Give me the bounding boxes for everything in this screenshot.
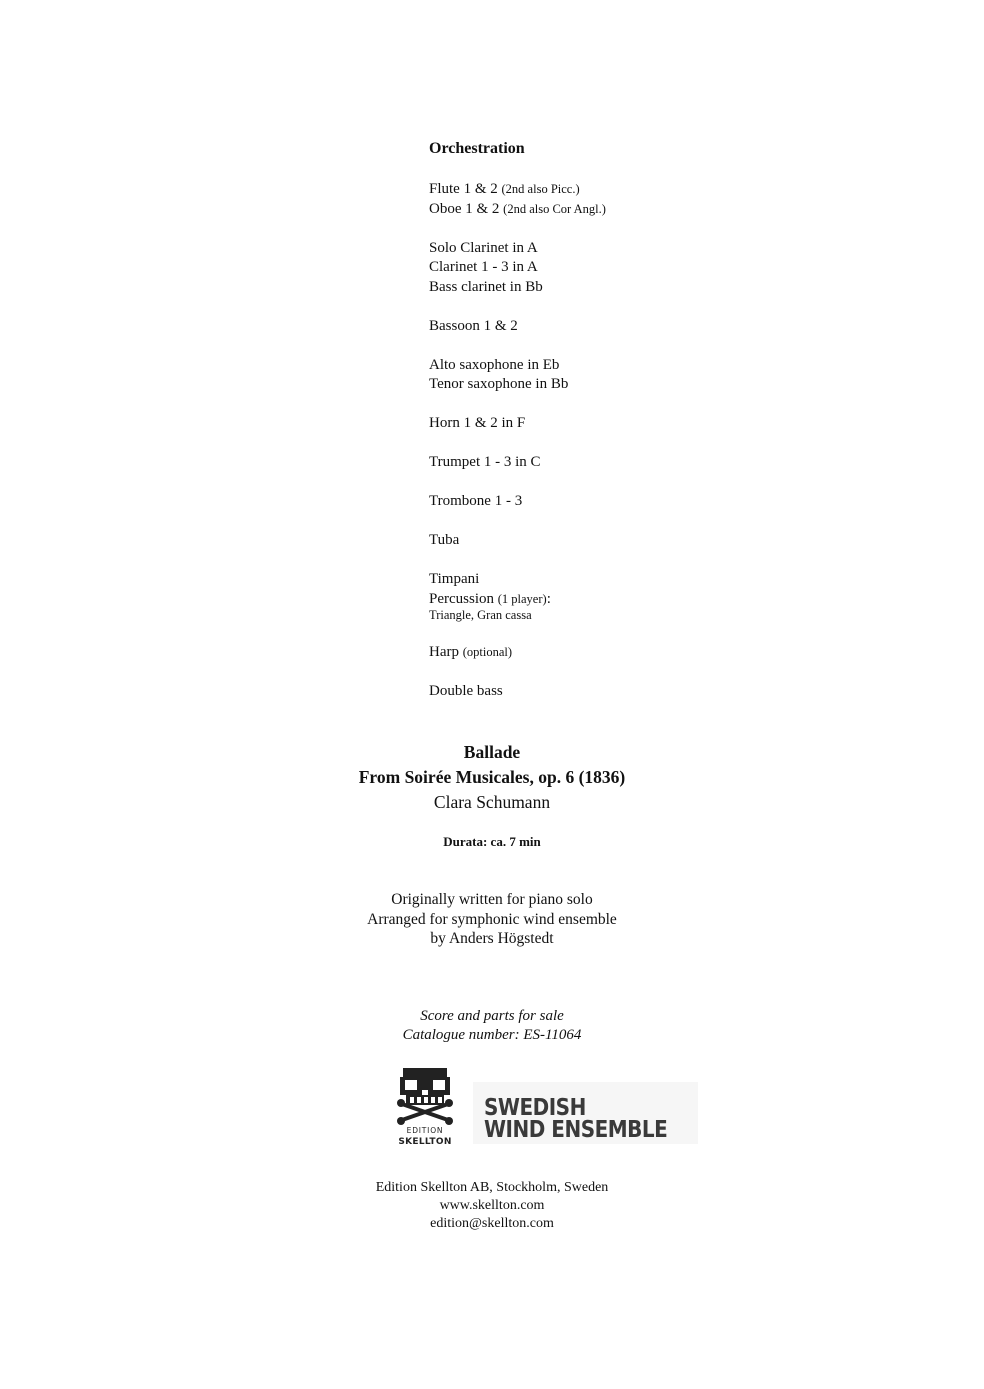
orchestration-section (429, 138, 849, 721)
instrument-line (429, 570, 849, 590)
instrument-line (429, 278, 849, 298)
instrument-group (429, 414, 849, 434)
instrument-name: Oboe 1 & 2 (429, 200, 500, 217)
skull-crossbones-icon (392, 1066, 458, 1146)
instrument-note: (2nd also Picc.) (501, 182, 580, 196)
instrument-group (429, 239, 849, 298)
sale-info (0, 1007, 984, 1045)
instrument-line (429, 317, 849, 337)
orchestration-heading: Orchestration (429, 140, 525, 157)
instrument-name: Trumpet 1 - 3 in C (429, 454, 541, 470)
skellton-logo-line1: EDITION (406, 1126, 444, 1135)
instrument-group (429, 682, 849, 702)
instrument-detail: Triangle, Gran cassa (429, 608, 532, 622)
instrument-note: (2nd also Cor Angl.) (503, 201, 606, 216)
instrument-line (429, 356, 849, 376)
swe-logo-line1: SWEDISH (484, 1093, 586, 1121)
instrument-name: Trombone 1 - 3 (429, 493, 523, 509)
instrument-group (429, 570, 849, 623)
instrument-group (429, 643, 849, 663)
instrument-group (429, 180, 849, 219)
skellton-logo-line2: SKELLTON (398, 1137, 452, 1146)
instrument-name: Clarinet 1 - 3 in A (429, 259, 538, 275)
instrument-group (429, 531, 849, 551)
instrument-name: Timpani (429, 571, 480, 587)
instrument-name: Bassoon 1 & 2 (429, 317, 518, 334)
swedish-wind-ensemble-logo (473, 1082, 698, 1144)
instrument-name: Solo Clarinet in A (429, 239, 538, 256)
edition-skellton-logo (392, 1066, 458, 1146)
instrument-group (429, 317, 849, 337)
instrument-list (429, 180, 849, 701)
instrument-line (429, 492, 849, 512)
work-subtitle: From Soirée Musicales, op. 6 (1836) (358, 767, 626, 787)
instrument-name: Alto saxophone in Eb (429, 356, 560, 373)
instrument-line (429, 682, 849, 702)
instrument-line (429, 258, 849, 278)
instrument-line (429, 590, 849, 610)
instrument-line (429, 180, 849, 200)
instrument-group (429, 492, 849, 512)
composer-name: Clara Schumann (433, 792, 551, 812)
instrument-name: Horn 1 & 2 in F (429, 415, 526, 431)
instrument-name: Flute 1 & 2 (429, 181, 498, 197)
instrument-name: Percussion (429, 590, 494, 607)
instrument-group (429, 356, 849, 395)
instrument-line (429, 531, 849, 551)
arrangement-line: Arranged for symphonic wind ensemble (367, 910, 617, 928)
instrument-name: Tuba (429, 532, 460, 548)
instrument-line (429, 200, 849, 220)
arrangement-info (0, 890, 984, 949)
instrument-suffix: : (546, 590, 551, 607)
instrument-line (429, 375, 849, 395)
arrangement-line: by Anders Högstedt (430, 930, 554, 947)
arrangement-line: Originally written for piano solo (391, 891, 593, 908)
work-title: Ballade (463, 742, 521, 762)
instrument-name: Harp (429, 643, 459, 660)
instrument-line (429, 414, 849, 434)
catalogue-number: Catalogue number: ES-11064 (402, 1027, 582, 1043)
instrument-group (429, 453, 849, 473)
instrument-name: Tenor saxophone in Bb (429, 376, 569, 392)
instrument-line (429, 453, 849, 473)
publisher-address: Edition Skellton AB, Stockholm, Sweden (375, 1180, 609, 1195)
publisher-info (0, 1179, 984, 1233)
sale-line: Score and parts for sale (420, 1008, 564, 1024)
instrument-line (429, 643, 849, 663)
publisher-website: www.skellton.com (439, 1198, 545, 1213)
instrument-note: (optional) (462, 644, 513, 659)
instrument-note: (1 player) (497, 591, 547, 606)
instrument-name: Double bass (429, 682, 503, 699)
instrument-name: Bass clarinet in Bb (429, 278, 543, 295)
instrument-line (429, 239, 849, 259)
publisher-email: edition@skellton.com (430, 1216, 554, 1231)
duration: Durata: ca. 7 min (443, 834, 541, 849)
swe-logo-line2: WIND ENSEMBLE (484, 1115, 668, 1143)
